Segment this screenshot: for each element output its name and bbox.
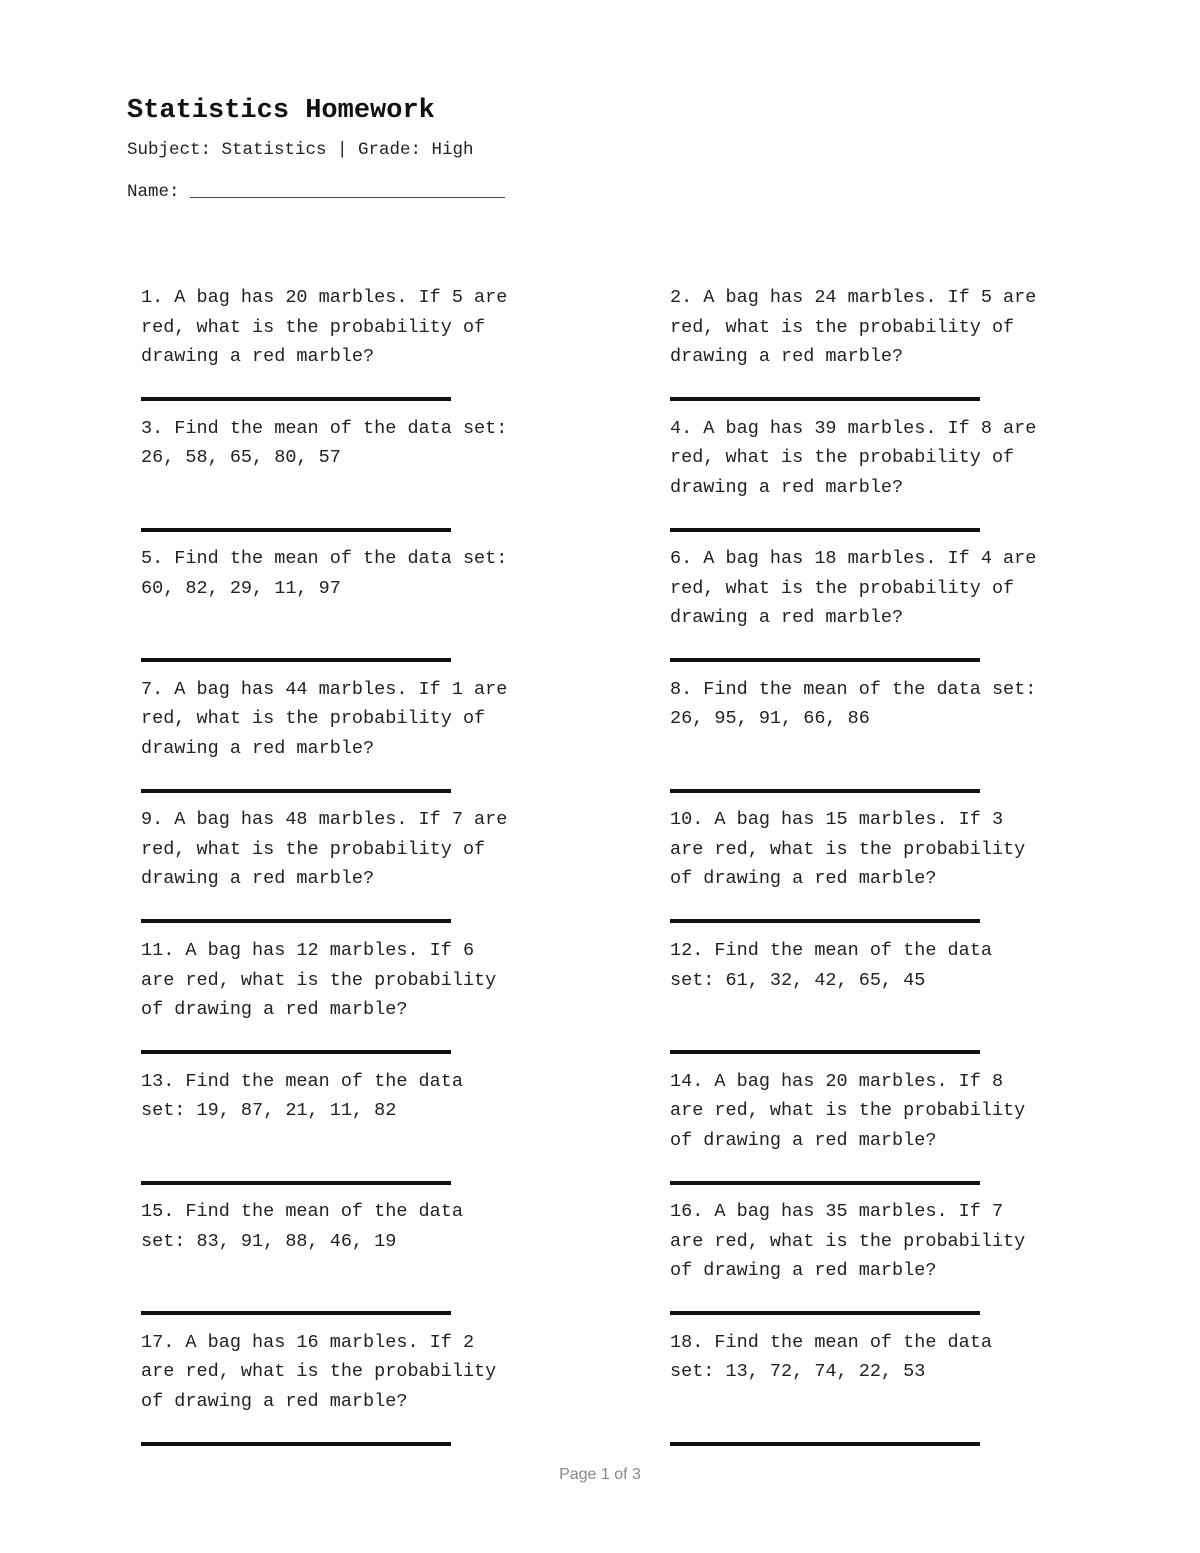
question-text-line: set: 61, 32, 42, 65, 45 [670,969,926,991]
question-text-line: of drawing a red marble? [670,868,937,890]
question-text-line: set: 19, 87, 21, 11, 82 [141,1100,397,1122]
answer-line[interactable] [670,397,980,401]
question-text-line: drawing a red marble? [670,476,904,498]
question-text-line: red, what is the probability of [670,447,1015,469]
question-text-line: red, what is the probability of [670,577,1015,599]
question-item [670,936,1110,995]
answer-line[interactable] [670,1442,980,1446]
question-item [670,675,1110,734]
question-text-line: drawing a red marble? [141,737,375,759]
answer-line[interactable] [670,1050,980,1054]
question-text-line: drawing a red marble? [670,346,904,367]
question-item [141,1328,581,1417]
question-text [141,283,581,372]
answer-line[interactable] [670,1311,980,1315]
question-text-line: 18. Find the mean of the data [670,1331,992,1353]
answer-line[interactable] [141,789,451,793]
question-text-line: drawing a red marble? [670,607,904,629]
question-text [141,1197,581,1256]
question-text-line: red, what is the probability of [141,708,486,730]
question-text-line: 15. Find the mean of the data [141,1201,463,1223]
question-text-line: are red, what is the probability [141,969,497,991]
answer-line[interactable] [141,1181,451,1185]
question-text-line: 17. A bag has 16 marbles. If 2 [141,1331,475,1353]
answer-line[interactable] [141,528,451,532]
question-text [141,805,581,894]
question-text-line: 26, 58, 65, 80, 57 [141,447,341,469]
question-text-line: 60, 82, 29, 11, 97 [141,577,341,599]
question-item [141,805,581,894]
question-text-line: 12. Find the mean of the data [670,940,992,961]
question-text [670,544,1110,633]
answer-line[interactable] [141,1050,451,1054]
answer-line[interactable] [670,658,980,662]
question-text [141,414,581,473]
question-text-line: drawing a red marble? [141,346,375,367]
question-text-line: 10. A bag has 15 marbles. If 3 [670,809,1004,831]
question-text-line: 14. A bag has 20 marbles. If 8 [670,1070,1004,1092]
question-text-line: 11. A bag has 12 marbles. If 6 [141,940,475,961]
question-text [670,675,1110,734]
question-text-line: are red, what is the probability [670,838,1026,860]
question-text [670,1067,1110,1156]
question-text-line: 2. A bag has 24 marbles. If 5 are [670,287,1037,308]
question-text-line: 8. Find the mean of the data set: [670,678,1037,700]
question-text-line: are red, what is the probability [670,1230,1026,1252]
question-text [141,1328,581,1417]
question-item [141,544,581,603]
question-text [670,414,1110,503]
question-text [141,1067,581,1126]
question-text-line: of drawing a red marble? [141,1390,408,1412]
question-text [670,936,1110,995]
question-item [670,1328,1110,1387]
question-text-line: 1. A bag has 20 marbles. If 5 are [141,287,508,308]
page-number: Page 1 of 3 [559,1466,641,1483]
question-item [141,936,581,1025]
question-item [670,283,1110,372]
question-item [141,283,581,372]
question-text-line: red, what is the probability of [141,838,486,860]
answer-line[interactable] [141,658,451,662]
question-item [670,805,1110,894]
question-text-line: set: 13, 72, 74, 22, 53 [670,1361,926,1383]
question-item [670,1067,1110,1156]
answer-line[interactable] [670,789,980,793]
question-text-line: are red, what is the probability [670,1100,1026,1122]
question-text [670,805,1110,894]
question-item [141,414,581,473]
name-field-line: Name: ______________________________ [127,182,506,202]
question-text-line: 13. Find the mean of the data [141,1070,463,1092]
question-text-line: set: 83, 91, 88, 46, 19 [141,1230,397,1252]
question-text [670,1197,1110,1286]
question-item [670,1197,1110,1286]
question-text-line: of drawing a red marble? [141,999,408,1020]
question-item [141,675,581,764]
answer-line[interactable] [670,1181,980,1185]
question-text [670,1328,1110,1387]
question-item [141,1067,581,1126]
answer-line[interactable] [141,1311,451,1315]
question-text-line: 9. A bag has 48 marbles. If 7 are [141,809,508,831]
question-text [141,544,581,603]
question-text [670,283,1110,372]
answer-line[interactable] [141,397,451,401]
question-item [670,414,1110,503]
question-text [141,936,581,1025]
question-text-line: 3. Find the mean of the data set: [141,417,508,439]
answer-line[interactable] [670,528,980,532]
question-text-line: drawing a red marble? [141,868,375,890]
question-text-line: 5. Find the mean of the data set: [141,548,508,570]
answer-line[interactable] [141,919,451,923]
question-text-line: 16. A bag has 35 marbles. If 7 [670,1201,1004,1223]
question-text-line: red, what is the probability of [141,316,486,338]
question-text-line: red, what is the probability of [670,316,1015,338]
question-text-line: of drawing a red marble? [670,1129,937,1151]
question-text-line: 6. A bag has 18 marbles. If 4 are [670,548,1037,570]
question-text-line: are red, what is the probability [141,1361,497,1383]
subject-grade-line: Subject: Statistics | Grade: High [127,140,474,160]
page-title: Statistics Homework [127,96,435,126]
answer-line[interactable] [670,919,980,923]
question-text [141,675,581,764]
question-item [670,544,1110,633]
question-text-line: 26, 95, 91, 66, 86 [670,708,870,730]
question-text-line: of drawing a red marble? [670,1260,937,1282]
answer-line[interactable] [141,1442,451,1446]
question-text-line: 7. A bag has 44 marbles. If 1 are [141,678,508,700]
question-text-line: 4. A bag has 39 marbles. If 8 are [670,417,1037,439]
question-item [141,1197,581,1256]
